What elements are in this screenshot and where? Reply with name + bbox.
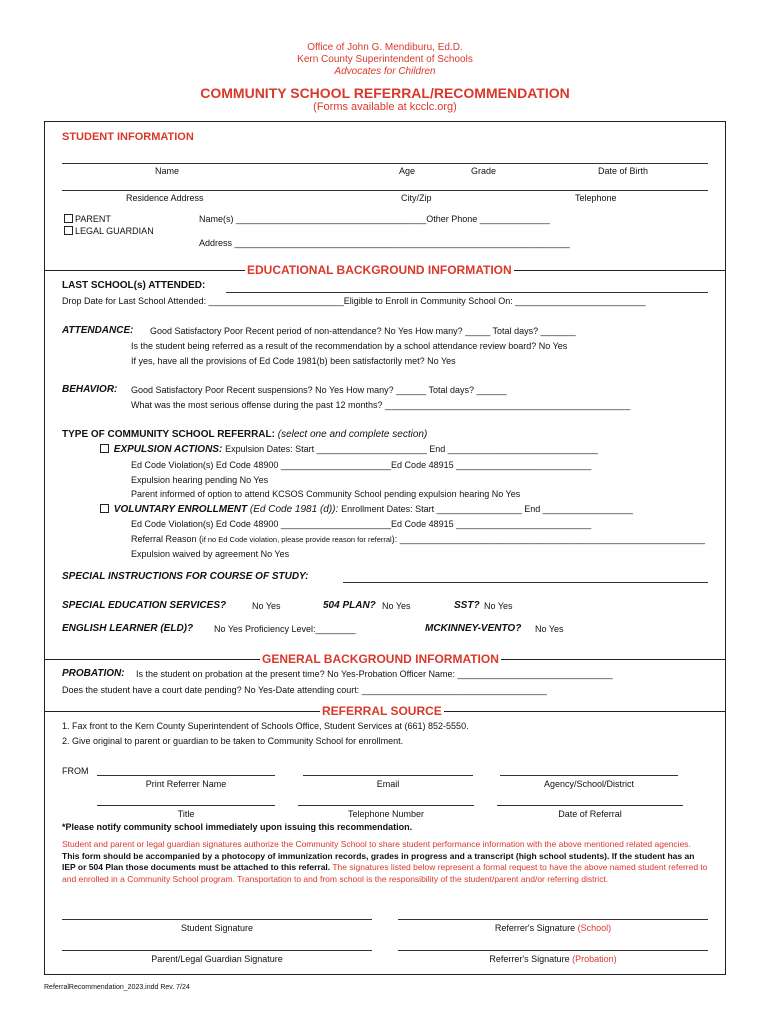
parent-checkbox[interactable]: PARENT <box>64 214 111 224</box>
parent-signature-line[interactable] <box>62 950 372 951</box>
behavior-label: BEHAVIOR: <box>62 384 118 395</box>
attendance-label: ATTENDANCE: <box>62 325 134 336</box>
expulsion-waived-field[interactable]: Expulsion waived by agreement No Yes <box>131 549 290 559</box>
mckinney-label: MCKINNEY-VENTO? <box>425 623 522 634</box>
step-2: 2. Give original to parent or guardian to be taken to Community School for enrollment. <box>62 736 404 746</box>
form-subtitle: (Forms available at kcclc.org) <box>313 101 457 113</box>
attendance-options[interactable]: Good Satisfactory Poor Recent period of non-attendance? No Yes How many? _____ Total days? _______ <box>150 326 576 336</box>
offense-field[interactable]: What was the most serious offense during the past 12 months? _________________________________________________ <box>131 400 631 410</box>
parent-address-field[interactable]: Address ___________________________________________________________________ <box>199 238 570 248</box>
referral-heading: REFERRAL SOURCE <box>322 704 442 718</box>
print-name-label: Print Referrer Name <box>145 779 227 789</box>
voluntary-edcode-field[interactable]: Ed Code Violation(s) Ed Code 48900 ______________________Ed Code 48915 ___________________________ <box>131 519 592 529</box>
referral-date-line[interactable] <box>497 805 683 806</box>
attendance-edcode-question[interactable]: If yes, have all the provisions of Ed Code 1981(b) been satisfactorily met? No Yes <box>131 356 456 366</box>
authorization-notice: Student and parent or legal guardian signatures authorize the Community School to share student performance information with the above mentioned related agencies. This form should be accompanied by a photocopy of immunization records, grades in progress and a transcript (high school students). If the student has an IEP or 504 Plan those documents must be attached to this referral. The signatures listed below represent a formal request to have the above named student referred to and enrolled in a Community School program. Transportation to and from school is the responsibility of the student/parent and/or referring district. <box>62 839 708 884</box>
step-1: 1. Fax front to the Kern County Superintendent of Schools Office, Student Services at (661) 852-5550. <box>62 721 469 731</box>
grade-label: Grade <box>471 166 497 176</box>
student-signature-label: Student Signature <box>180 923 254 933</box>
referrer-school-signature-line[interactable] <box>398 919 708 920</box>
office-line: Office of John G. Mendiburu, Ed.D. <box>307 42 463 53</box>
student-signature-line[interactable] <box>62 919 372 920</box>
form-title: COMMUNITY SCHOOL REFERRAL/RECOMMENDATION <box>200 85 570 101</box>
referrer-probation-signature-line[interactable] <box>398 950 708 951</box>
referrer-probation-signature-label: Referrer's Signature (Probation) <box>489 954 617 964</box>
parent-names-field[interactable]: Name(s) ______________________________________Other Phone ______________ <box>199 214 550 224</box>
title-line[interactable] <box>97 805 275 806</box>
court-date-question[interactable]: Does the student have a court date pending? No Yes-Date attending court: _____________________________________ <box>62 685 547 695</box>
agency-label: Agency/School/District <box>543 779 635 789</box>
probation-label: PROBATION: <box>62 668 125 679</box>
attendance-board-question[interactable]: Is the student being referred as a result of the recommendation by a school attendance review board? No Yes <box>131 341 568 351</box>
footer-revision: ReferralRecommendation_2023.indd Rev. 7/24 <box>44 984 190 991</box>
student-info-heading: STUDENT INFORMATION <box>62 131 194 143</box>
sst-label: SST? <box>454 600 480 611</box>
general-heading: GENERAL BACKGROUND INFORMATION <box>262 652 499 666</box>
city-label: City/Zip <box>401 193 432 203</box>
eld-label: ENGLISH LEARNER (ELD)? <box>62 623 194 634</box>
guardian-checkbox[interactable]: LEGAL GUARDIAN <box>64 226 154 236</box>
agency-line[interactable] <box>500 775 678 776</box>
dob-label: Date of Birth <box>598 166 649 176</box>
last-school-line[interactable] <box>226 292 708 293</box>
org-line: Kern County Superintendent of Schools <box>297 54 473 65</box>
residence-label: Residence Address <box>126 193 204 203</box>
expulsion-option[interactable]: EXPULSION ACTIONS: Expulsion Dates: Start ______________________ End ______________________________ <box>100 444 598 455</box>
voluntary-option[interactable]: VOLUNTARY ENROLLMENT (Ed Code 1981 (d)): Enrollment Dates: Start _________________ End __________________ <box>100 504 633 515</box>
edu-heading: EDUCATIONAL BACKGROUND INFORMATION <box>247 263 512 277</box>
plan504-options[interactable]: No Yes <box>382 601 411 611</box>
address-line-input[interactable] <box>62 190 708 191</box>
expulsion-edcode-field[interactable]: Ed Code Violation(s) Ed Code 48900 ______________________Ed Code 48915 ___________________________ <box>131 460 592 470</box>
referrer-name-line[interactable] <box>97 775 275 776</box>
parent-signature-label: Parent/Legal Guardian Signature <box>151 954 283 964</box>
notify-note: *Please notify community school immediately upon issuing this recommendation. <box>62 822 413 832</box>
checkbox-icon[interactable] <box>100 504 109 513</box>
referral-type-heading: TYPE OF COMMUNITY SCHOOL REFERRAL: (select one and complete section) <box>62 429 428 440</box>
parent-informed-field[interactable]: Parent informed of option to attend KCSOS Community School pending expulsion hearing No Yes <box>131 489 521 499</box>
special-ed-label: SPECIAL EDUCATION SERVICES? <box>62 600 227 611</box>
special-instructions-label: SPECIAL INSTRUCTIONS FOR COURSE OF STUDY: <box>62 571 309 582</box>
sst-options[interactable]: No Yes <box>484 601 513 611</box>
from-label: FROM <box>62 766 89 776</box>
special-ed-options[interactable]: No Yes <box>252 601 281 611</box>
expulsion-hearing-field[interactable]: Expulsion hearing pending No Yes <box>131 475 269 485</box>
drop-date-field[interactable]: Drop Date for Last School Attended: ___________________________Eligible to Enroll in Community School On: __________________________ <box>62 296 646 306</box>
probation-question[interactable]: Is the student on probation at the present time? No Yes-Probation Officer Name: _______________________________ <box>136 669 613 679</box>
name-label: Name <box>155 166 180 176</box>
email-line[interactable] <box>303 775 473 776</box>
tagline: Advocates for Children <box>334 66 436 77</box>
checkbox-icon[interactable] <box>64 214 73 223</box>
last-school-label: LAST SCHOOL(s) ATTENDED: <box>62 280 206 291</box>
checkbox-icon[interactable] <box>64 226 73 235</box>
telephone-line[interactable] <box>298 805 474 806</box>
telephone-number-label: Telephone Number <box>347 809 425 819</box>
referral-reason-field[interactable]: Referral Reason (if no Ed Code violation, please provide reason for referral): _____________________________________________________________ <box>131 534 706 544</box>
behavior-options[interactable]: Good Satisfactory Poor Recent suspensions? No Yes How many? ______ Total days? ______ <box>131 385 507 395</box>
eld-options[interactable]: No Yes Proficiency Level:________ <box>214 624 356 634</box>
age-label: Age <box>399 166 416 176</box>
name-line[interactable] <box>62 163 708 164</box>
plan504-label: 504 PLAN? <box>323 600 376 611</box>
referrer-school-signature-label: Referrer's Signature (School) <box>494 923 612 933</box>
title-label: Title <box>177 809 195 819</box>
telephone-label: Telephone <box>575 193 617 203</box>
referral-date-label: Date of Referral <box>558 809 622 819</box>
checkbox-icon[interactable] <box>100 444 109 453</box>
special-instructions-line[interactable] <box>343 582 708 583</box>
email-label: Email <box>376 779 400 789</box>
mckinney-options[interactable]: No Yes <box>535 624 564 634</box>
